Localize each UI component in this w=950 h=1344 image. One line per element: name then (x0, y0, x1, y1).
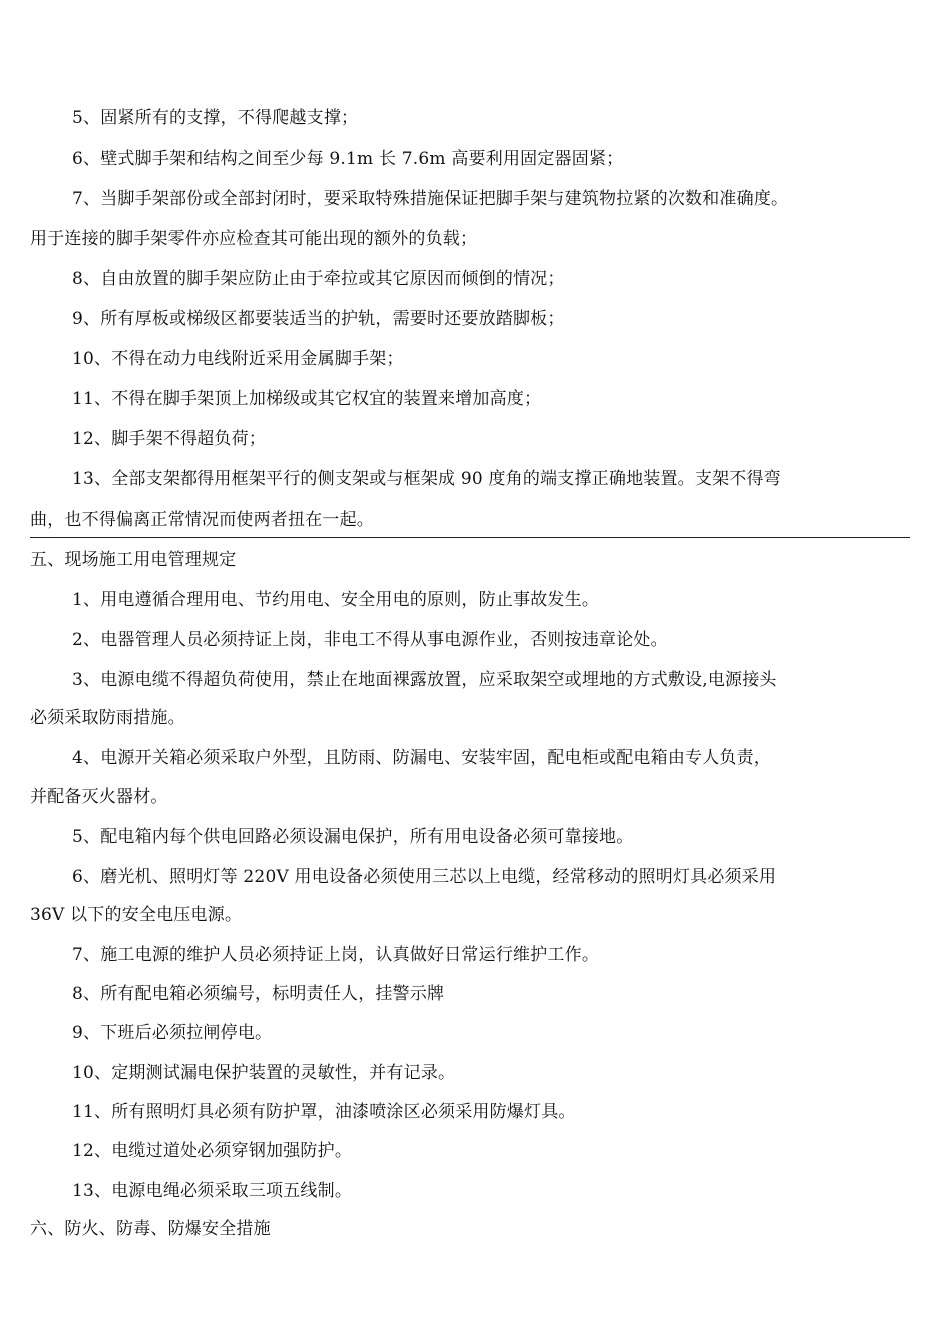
scaffold-item-7-line-1: 7、当脚手架部份或全部封闭时，要采取特殊措施保证把脚手架与建筑物拉紧的次数和准确度。 (72, 189, 789, 209)
power-item-4-line-1: 4、电源开关箱必须采取户外型，且防雨、防漏电、安装牢固，配电柜或配电箱由专人负责， (72, 748, 772, 768)
scaffold-item-9: 9、所有厚板或梯级区都要装适当的护轨，需要时还要放踏脚板； (72, 309, 565, 329)
power-item-13: 13、电源电绳必须采取三项五线制。 (72, 1181, 353, 1201)
scaffold-item-11: 11、不得在脚手架顶上加梯级或其它权宜的装置来增加高度； (72, 389, 542, 409)
power-item-5: 5、配电箱内每个供电回路必须设漏电保护，所有用电设备必须可靠接地。 (72, 827, 634, 847)
power-item-12: 12、电缆过道处必须穿钢加强防护。 (72, 1141, 353, 1161)
scaffold-item-10: 10、不得在动力电线附近采用金属脚手架； (72, 349, 404, 369)
power-item-6-line-1: 6、磨光机、照明灯等 220V 用电设备必须使用三芯以上电缆，经常移动的照明灯具必须采用 (72, 867, 777, 887)
scaffold-item-8: 8、自由放置的脚手架应防止由于牵拉或其它原因而倾倒的情况； (72, 269, 565, 289)
power-item-11: 11、所有照明灯具必须有防护罩，油漆喷涂区必须采用防爆灯具。 (72, 1102, 576, 1122)
scaffold-item-5: 5、固紧所有的支撑，不得爬越支撑； (72, 108, 359, 128)
section-6-heading: 六、防火、防毒、防爆安全措施 (30, 1219, 271, 1239)
section-5-heading: 五、现场施工用电管理规定 (30, 550, 237, 570)
power-item-2: 2、电器管理人员必须持证上岗，非电工不得从事电源作业，否则按违章论处。 (72, 630, 668, 650)
section-divider (30, 537, 910, 538)
power-item-10: 10、定期测试漏电保护装置的灵敏性，并有记录。 (72, 1063, 456, 1083)
power-item-6-line-2: 36V 以下的安全电压电源。 (30, 905, 243, 925)
power-item-7: 7、施工电源的维护人员必须持证上岗，认真做好日常运行维护工作。 (72, 945, 600, 965)
power-item-9: 9、下班后必须拉闸停电。 (72, 1023, 273, 1043)
power-item-4-line-2: 并配备灭火器材。 (30, 787, 168, 807)
scaffold-item-6: 6、壁式脚手架和结构之间至少每 9.1m 长 7.6m 高要利用固定器固紧； (72, 149, 624, 169)
scaffold-item-12: 12、脚手架不得超负荷； (72, 429, 267, 449)
scaffold-item-7-line-2: 用于连接的脚手架零件亦应检查其可能出现的额外的负载； (30, 229, 478, 249)
scaffold-item-13-line-1: 13、全部支架都得用框架平行的侧支架或与框架成 90 度角的端支撑正确地装置。支架不得弯 (72, 469, 781, 489)
power-item-8: 8、所有配电箱必须编号，标明责任人，挂警示牌 (72, 984, 445, 1004)
scaffold-item-13-line-2: 曲，也不得偏离正常情况而使两者扭在一起。 (30, 510, 374, 530)
power-item-3-line-2: 必须采取防雨措施。 (30, 708, 185, 728)
power-item-1: 1、用电遵循合理用电、节约用电、安全用电的原则，防止事故发生。 (72, 590, 600, 610)
power-item-3-line-1: 3、电源电缆不得超负荷使用，禁止在地面裸露放置，应采取架空或埋地的方式敷设,电源接头 (72, 670, 777, 690)
